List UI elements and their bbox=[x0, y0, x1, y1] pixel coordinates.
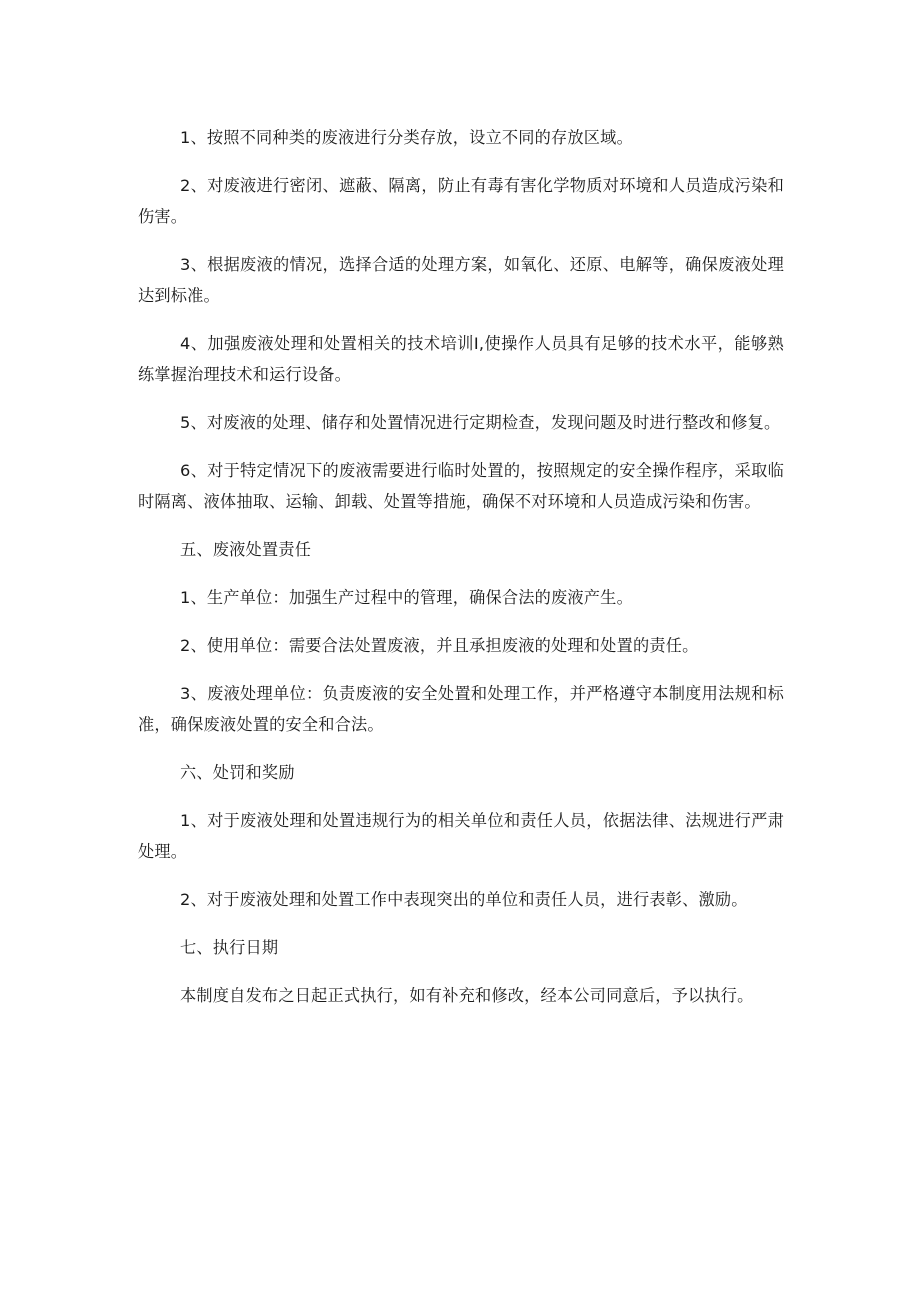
document-body bbox=[138, 122, 784, 1028]
paragraph-4: 4、加强废液处理和处置相关的技术培训I,使操作人员具有足够的技术水平，能够熟练掌握治理技术和运行设备。 bbox=[138, 334, 784, 384]
paragraph-1: 1、按照不同种类的废液进行分类存放，设立不同的存放区域。 bbox=[180, 128, 633, 147]
paragraph-user-unit: 2、使用单位：需要合法处置废液，并且承担废液的处理和处置的责任。 bbox=[180, 636, 699, 655]
paragraph-penalty: 1、对于废液处理和处置违规行为的相关单位和责任人员，依据法律、法规进行严肃处理。 bbox=[138, 811, 784, 861]
paragraph-3: 3、根据废液的情况，选择合适的处理方案，如氧化、还原、电解等，确保废液处理达到标准。 bbox=[138, 255, 784, 305]
paragraph-reward: 2、对于废液处理和处置工作中表现突出的单位和责任人员，进行表彰、激励。 bbox=[180, 890, 748, 909]
section-heading-responsibility: 五、废液处置责任 bbox=[180, 540, 312, 559]
paragraph-5: 5、对废液的处理、储存和处置情况进行定期检查，发现问题及时进行整改和修复。 bbox=[180, 413, 781, 432]
paragraph-effective-date: 本制度自发布之日起正式执行，如有补充和修改，经本公司同意后，予以执行。 bbox=[180, 986, 754, 1005]
paragraph-production-unit: 1、生产单位：加强生产过程中的管理，确保合法的废液产生。 bbox=[180, 588, 633, 607]
paragraph-treatment-unit: 3、废液处理单位：负责废液的安全处置和处理工作，并严格遵守本制度用法规和标准，确保废液处置的安全和合法。 bbox=[138, 684, 784, 734]
paragraph-6: 6、对于特定情况下的废液需要进行临时处置的，按照规定的安全操作程序，采取临时隔离、液体抽取、运输、卸载、处置等措施，确保不对环境和人员造成污染和伤害。 bbox=[138, 461, 784, 511]
section-heading-penalties: 六、处罚和奖励 bbox=[180, 763, 295, 782]
section-heading-effective-date: 七、执行日期 bbox=[180, 938, 279, 957]
paragraph-2: 2、对废液进行密闭、遮蔽、隔离，防止有毒有害化学物质对环境和人员造成污染和伤害。 bbox=[138, 176, 784, 226]
